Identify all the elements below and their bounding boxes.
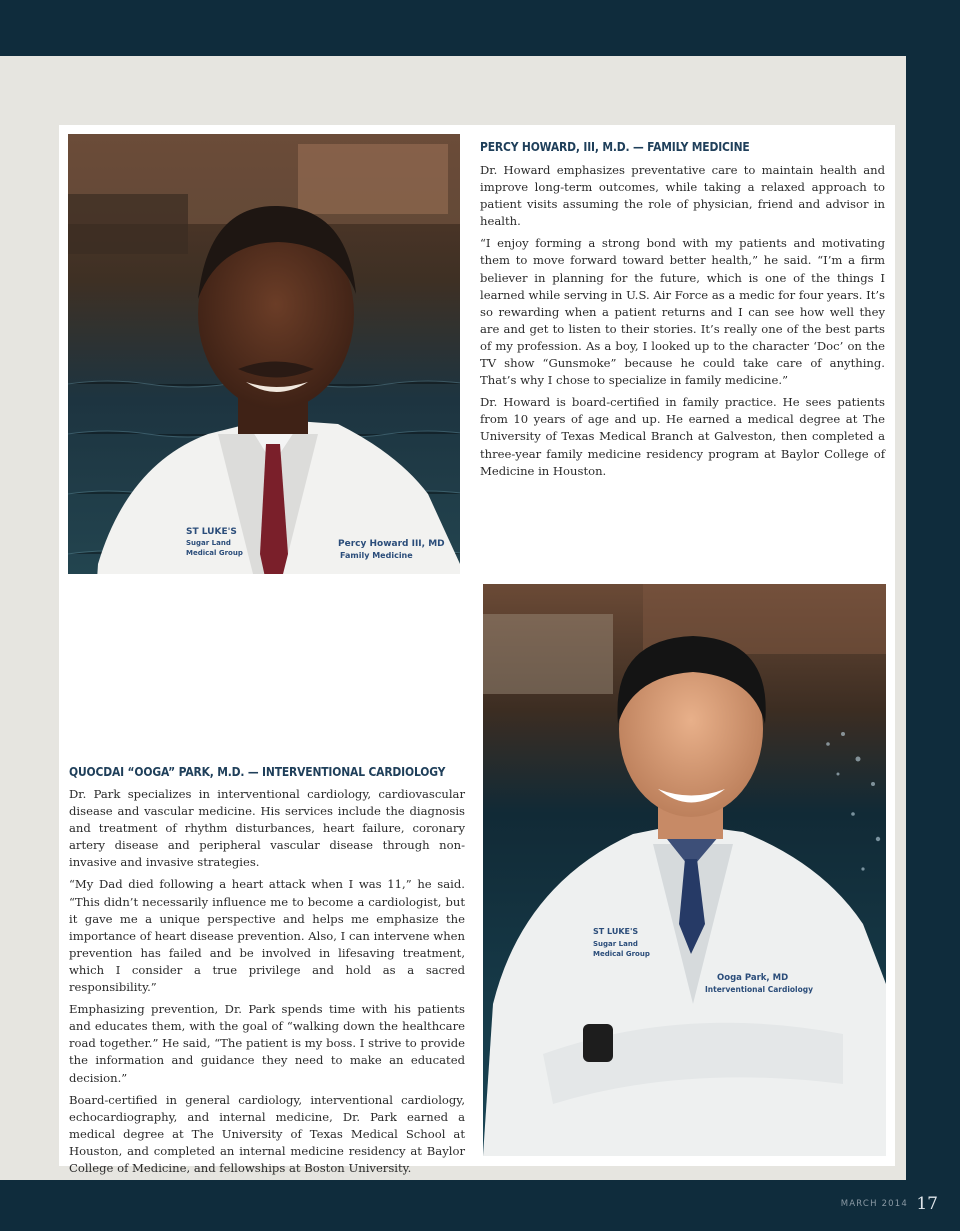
howard-coat-logo-sub2: Medical Group: [186, 549, 243, 557]
park-photo: [483, 584, 886, 1156]
park-coat-logo-sub: Sugar Land: [593, 940, 638, 948]
park-paragraph: Board-certified in general cardiology, interventional cardiology, echocardiography, and internal medicine, Dr. Park earned a medical degree at The University of Texas Medical School at Houston, and completed an internal medicine residency at Baylor College of Medicine, and fellowships at Boston University.: [69, 1092, 465, 1175]
park-paragraph: Emphasizing prevention, Dr. Park spends time with his patients and educates them, with the goal of “walking down the healthcare road together.” He said, “The patient is my boss. I strive to provide the information and guidance they need to make an educated decision.”: [69, 1002, 465, 1085]
howard-coat-name: Percy Howard III, MD: [338, 539, 445, 549]
howard-coat-specialty: Family Medicine: [340, 551, 413, 560]
park-coat-logo-sub2: Medical Group: [593, 950, 650, 958]
howard-coat-logo-sub: Sugar Land: [186, 539, 231, 547]
page-number: 17: [916, 1194, 938, 1214]
howard-body: [480, 162, 885, 485]
howard-paragraph: “I enjoy forming a strong bond with my patients and motivating them to move forward toward better health,” he said. “I’m a firm believer in planning for the future, which is one of the things I learned while serving in U.S. Air Force as a medic for four years. It’s so rewarding when a patient returns and I can see how well they are and get to listen to their stories. It’s really one of the best parts of my profession. As a boy, I looked up to the character ‘Doc’ on the TV show “Gunsmoke” because he could take care of anything. That’s why I chose to specialize in family medicine.”: [480, 236, 885, 388]
park-paragraph: Dr. Park specializes in interventional cardiology, cardiovascular disease and vascular medicine. His services include the diagnosis and treatment of rhythm disturbances, heart failure, coronary artery disease and peripheral vascular disease through non-invasive and invasive strategies.: [69, 787, 465, 870]
howard-coat-logo: ST LUKE'S: [186, 527, 237, 537]
park-coat-logo: ST LUKE'S: [593, 927, 639, 936]
park-coat-name: Ooga Park, MD: [717, 973, 789, 983]
howard-paragraph: Dr. Howard emphasizes preventative care to maintain health and improve long-term outcomes, while taking a relaxed approach to patient visits assuming the role of physician, friend and advisor in health.: [480, 163, 885, 229]
issue-date: MARCH 2014: [840, 1199, 908, 1209]
park-heading: QUOCDAI “OOGA” PARK, M.D. — INTERVENTIONAL CARDIOLOGY: [69, 764, 446, 779]
park-coat-specialty: Interventional Cardiology: [705, 985, 814, 994]
park-paragraph: “My Dad died following a heart attack when I was 11,” he said. “This didn’t necessarily influence me to become a cardiologist, but it gave me a unique perspective and helps me emphasize the importance of heart disease prevention. Also, I can intervene when prevention has failed and be involved in lifesaving treatment, which I consider a true privilege and hold as a sacred responsibility.”: [69, 877, 465, 995]
howard-paragraph: Dr. Howard is board-certified in family practice. He sees patients from 10 years of age and up. He earned a medical degree at The University of Texas Medical Branch at Galveston, then completed a three-year family medicine residency program at Baylor College of Medicine in Houston.: [480, 395, 885, 478]
howard-heading: PERCY HOWARD, III, M.D. — FAMILY MEDICINE: [480, 139, 750, 154]
park-body: [69, 786, 465, 1182]
